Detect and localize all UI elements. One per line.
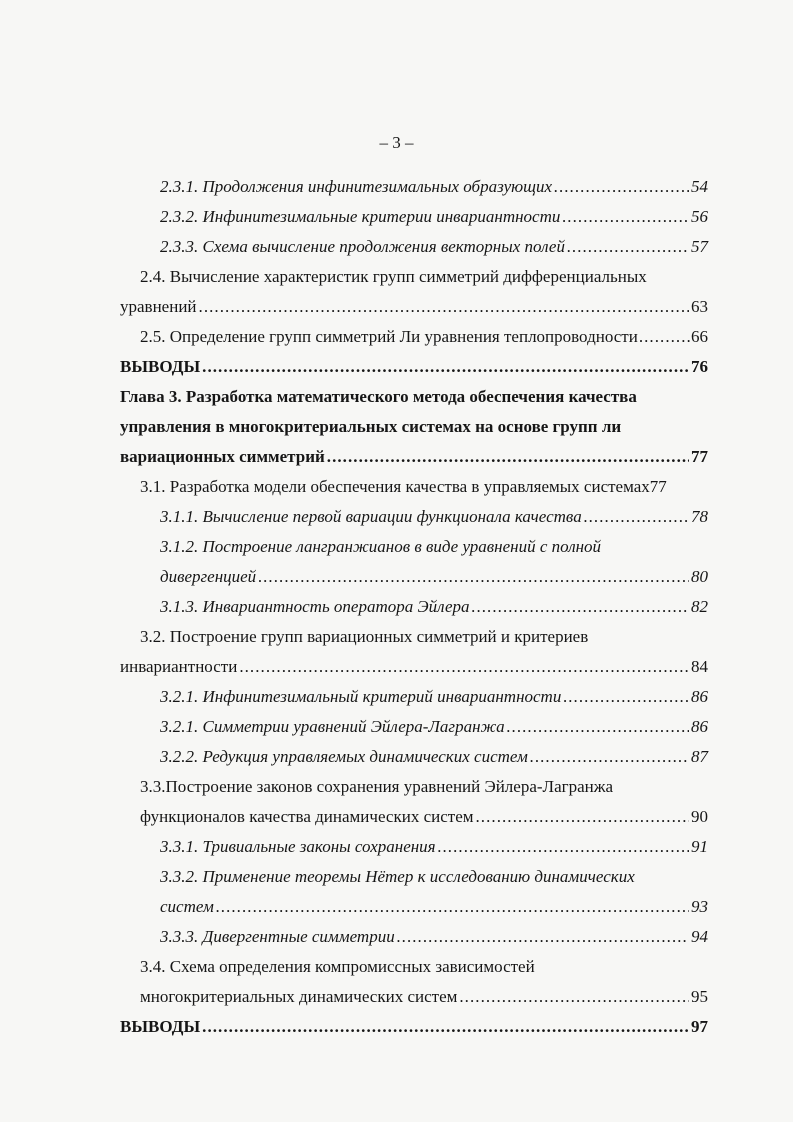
toc-entry-label: 3.1.1. Вычисление первой вариации функционала качества — [160, 507, 582, 526]
dot-leader — [639, 323, 690, 351]
toc-entry-label: 3.3.3. Дивергентные симметрии — [160, 927, 395, 946]
toc-entry-3-1-1[interactable] — [160, 503, 708, 531]
toc-entry-page: 94 — [691, 927, 708, 946]
toc-entry-page: 77 — [649, 477, 667, 496]
dot-leader — [202, 1013, 689, 1041]
toc-entry-3-1-2[interactable] — [160, 563, 708, 591]
toc-entry-3-3[interactable] — [140, 803, 708, 831]
toc-entry-label: систем — [160, 897, 214, 916]
toc-entry-2-4[interactable] — [120, 293, 708, 321]
toc-entry-3-2-1[interactable] — [160, 683, 708, 711]
toc-entry-3-1-2-line1: 3.1.2. Построение лангранжианов в виде уравнений с полной — [160, 537, 602, 556]
dot-leader — [239, 653, 689, 681]
toc-entry-3-3-2[interactable] — [160, 893, 708, 921]
toc-entry-label: 2.5. Определение групп симметрий Ли уравнения теплопроводности — [140, 327, 638, 346]
toc-entry-label: многокритериальных динамических систем — [140, 987, 458, 1006]
toc-entry-page: 66 — [691, 327, 708, 346]
toc-entry-page: 82 — [691, 597, 708, 616]
toc-entry-page: 95 — [691, 987, 708, 1006]
toc-entry-label: вариационных симметрий — [120, 447, 325, 466]
page-number: – 3 – — [379, 133, 414, 152]
toc-entry-page: 84 — [691, 657, 708, 676]
dot-leader — [562, 203, 689, 231]
dot-leader — [507, 713, 689, 741]
dot-leader — [202, 353, 689, 381]
toc-entry-3-3-1[interactable] — [160, 833, 708, 861]
dot-leader — [199, 293, 689, 321]
toc-entry-3-3-line1: 3.3.Построение законов сохранения уравнений Эйлера-Лагранжа — [140, 777, 614, 796]
toc-entry-label: 3.1.3. Инвариантность оператора Эйлера — [160, 597, 470, 616]
dot-leader — [530, 743, 689, 771]
toc-entry-conclusions-ch3[interactable] — [120, 1013, 708, 1041]
dot-leader — [397, 923, 689, 951]
toc-chapter-3-line1: Глава 3. Разработка математического метода обеспечения качества — [120, 387, 637, 406]
toc-entry-label: функционалов качества динамических систем — [140, 807, 474, 826]
toc-entry-page: 90 — [691, 807, 708, 826]
dot-leader — [472, 593, 689, 621]
toc-entry-page: 86 — [691, 717, 708, 736]
toc-entry-label: инвариантности — [120, 657, 238, 676]
toc-entry-2-4-line1: 2.4. Вычисление характеристик групп симметрий дифференциальных — [140, 267, 647, 286]
toc-entry-label: дивергенцией — [160, 567, 257, 586]
toc-entry-conclusions-ch2[interactable] — [120, 353, 708, 381]
toc-entry-page: 86 — [691, 687, 708, 706]
dot-leader — [258, 563, 689, 591]
toc-entry-page: 91 — [691, 837, 708, 856]
toc-entry-3-2-1-b[interactable] — [160, 713, 708, 741]
toc-entry-label: 2.3.2. Инфинитезимальные критерии инвариантности — [160, 207, 561, 226]
dot-leader — [563, 683, 689, 711]
toc-chapter-3[interactable] — [120, 443, 708, 471]
toc-entry-3-1-3[interactable] — [160, 593, 708, 621]
toc-entry-3-4[interactable] — [140, 983, 708, 1011]
toc-entry-page: 76 — [691, 357, 708, 376]
toc-entry-3-4-line1: 3.4. Схема определения компромиссных зависимостей — [140, 957, 535, 976]
toc-entry-label: 3.2.1. Инфинитезимальный критерий инвариантности — [160, 687, 562, 706]
toc-entry-page: 78 — [691, 507, 708, 526]
toc-entry-3-2-2[interactable] — [160, 743, 708, 771]
dot-leader — [216, 893, 689, 921]
toc-entry-3-1[interactable] — [140, 473, 667, 501]
toc-entry-2-5[interactable] — [140, 323, 708, 351]
toc-entry-label: 3.1. Разработка модели обеспечения качества в управляемых системах — [140, 477, 650, 496]
dot-leader — [438, 833, 689, 861]
toc-entry-page: 87 — [691, 747, 708, 766]
toc-entry-page: 54 — [691, 177, 708, 196]
toc-entry-label: 2.3.1. Продолжения инфинитезимальных образующих — [160, 177, 553, 196]
toc-entry-2-3-2[interactable] — [160, 203, 708, 231]
toc-entry-2-3-3[interactable] — [160, 233, 708, 261]
dot-leader — [459, 983, 689, 1011]
dot-leader — [554, 173, 689, 201]
toc-entry-3-3-3[interactable] — [160, 923, 708, 951]
dot-leader — [567, 233, 689, 261]
toc-entry-page: 93 — [691, 897, 708, 916]
toc-entry-label: ВЫВОДЫ — [120, 357, 201, 376]
toc-entry-2-3-1[interactable] — [160, 173, 708, 201]
toc-entry-label: 3.2.2. Редукция управляемых динамических систем — [160, 747, 528, 766]
toc-entry-label: уравнений — [120, 297, 197, 316]
toc-entry-label: 3.3.1. Тривиальные законы сохранения — [160, 837, 436, 856]
toc-entry-page: 56 — [691, 207, 708, 226]
toc-entry-3-2[interactable] — [120, 653, 708, 681]
toc-entry-page: 77 — [691, 447, 708, 466]
toc-chapter-3-line2: управления в многокритериальных системах на основе групп ли — [120, 417, 622, 436]
dot-leader — [327, 443, 689, 471]
dot-leader — [476, 803, 690, 831]
toc-entry-page: 80 — [691, 567, 708, 586]
toc-entry-label: ВЫВОДЫ — [120, 1017, 201, 1036]
dot-leader — [584, 503, 689, 531]
toc-entry-3-2-line1: 3.2. Построение групп вариационных симметрий и критериев — [140, 627, 589, 646]
toc-entry-3-3-2-line1: 3.3.2. Применение теоремы Нётер к исследованию динамических — [160, 867, 635, 886]
toc-entry-page: 57 — [691, 237, 708, 256]
toc-entry-page: 97 — [691, 1017, 708, 1036]
toc-entry-page: 63 — [691, 297, 708, 316]
toc-entry-label: 3.2.1. Симметрии уравнений Эйлера-Лагранжа — [160, 717, 505, 736]
toc-entry-label: 2.3.3. Схема вычисление продолжения векторных полей — [160, 237, 565, 256]
